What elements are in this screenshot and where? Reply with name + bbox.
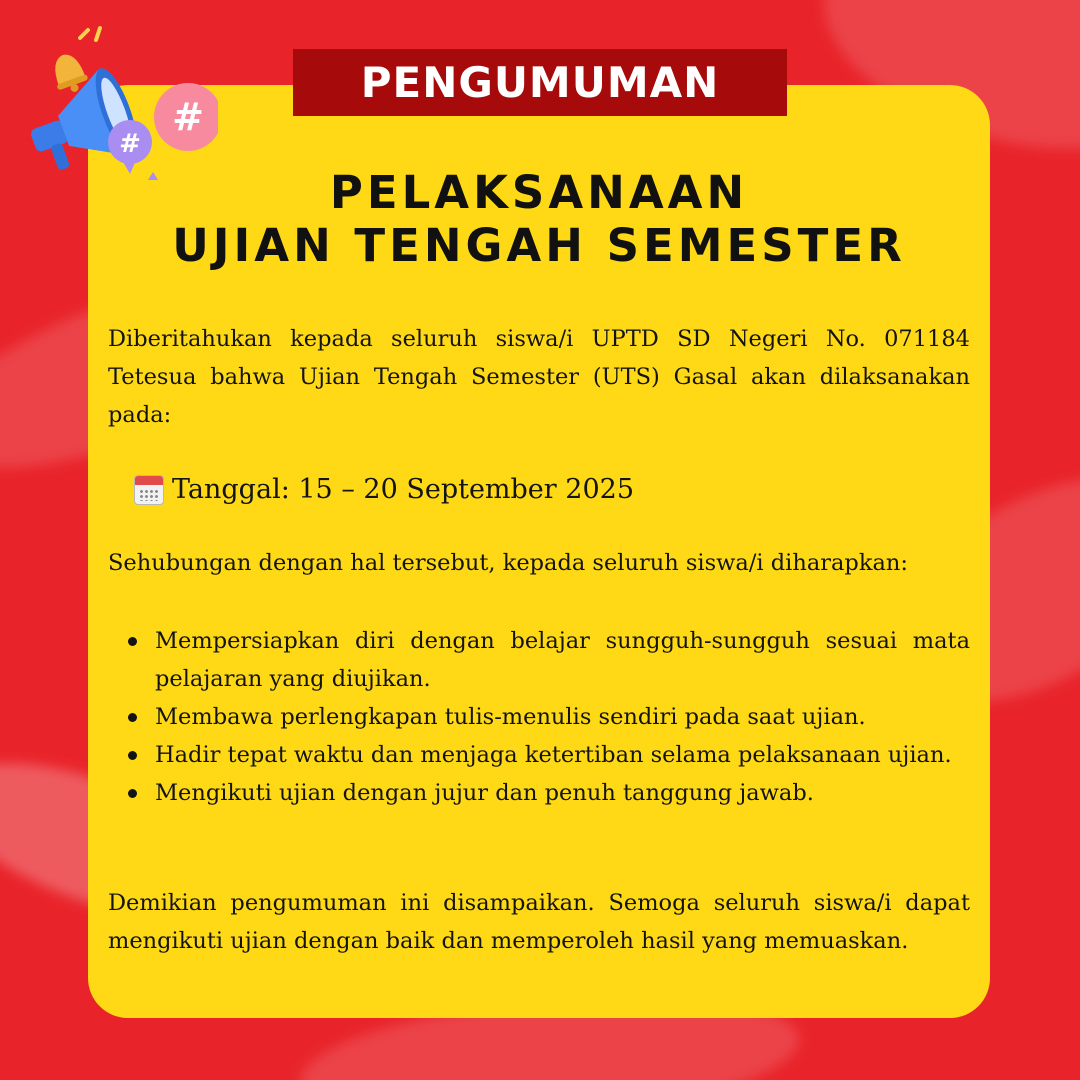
intro-paragraph: Diberitahukan kepada seluruh siswa/i UPTD SD Negeri No. 071184 Tetesua bahwa Ujian Tengah Semester (UTS) Gasal akan dilaksanakan pada: xyxy=(108,326,970,428)
list-item: Mengikuti ujian dengan jujur dan penuh tanggung jawab. xyxy=(108,774,970,812)
title-line-1: PELAKSANAAN xyxy=(329,166,749,219)
closing-paragraph: Demikian pengumuman ini disampaikan. Semoga seluruh siswa/i dapat mengikuti ujian dengan baik dan memperoleh hasil yang memuaskan. xyxy=(108,890,970,954)
instructions-list xyxy=(108,622,970,812)
megaphone-icon xyxy=(18,22,218,182)
hashtag-bubble-large: # xyxy=(172,95,204,139)
list-item: Membawa perlengkapan tulis-menulis sendiri pada saat ujian. xyxy=(108,698,970,736)
page-title xyxy=(88,166,990,272)
instructions-heading: Sehubungan dengan hal tersebut, kepada seluruh siswa/i diharapkan: xyxy=(108,550,908,576)
list-item: Hadir tepat waktu dan menjaga ketertiban selama pelaksanaan ujian. xyxy=(108,736,970,774)
calendar-icon xyxy=(134,475,164,505)
exam-date xyxy=(134,470,634,510)
list-item: Mempersiapkan diri dengan belajar sungguh-sungguh sesuai mata pelajaran yang diujikan. xyxy=(108,622,970,698)
hashtag-bubble-small: # xyxy=(119,129,141,159)
exam-date-text: Tanggal: 15 – 20 September 2025 xyxy=(172,474,634,505)
announcement-banner xyxy=(293,49,787,116)
banner-label: PENGUMUMAN xyxy=(360,58,720,107)
title-line-2: UJIAN TENGAH SEMESTER xyxy=(172,219,906,272)
